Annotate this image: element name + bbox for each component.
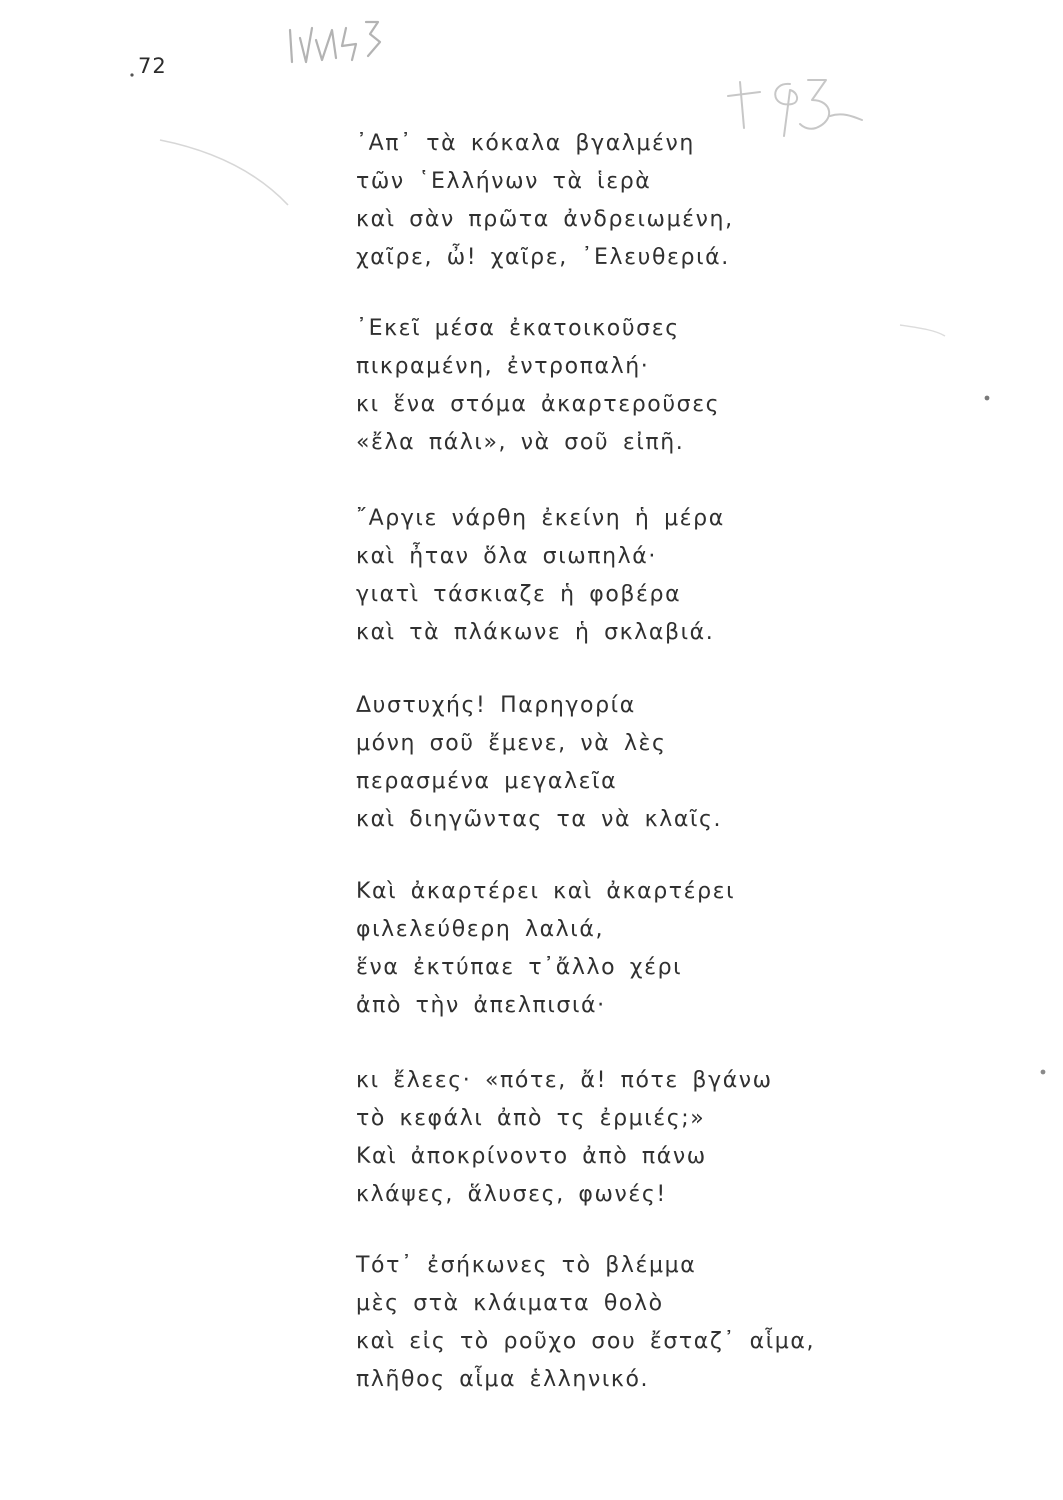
pencil-stroke-left	[160, 140, 288, 205]
stanza-4	[356, 687, 722, 839]
poem-line: τὸ κεφάλι ἀπὸ τς ἐρμιές;»	[356, 1106, 706, 1131]
stanza-3	[356, 500, 725, 652]
poem-line: γιατὶ τάσκιαζε ἡ φοβέρα	[356, 582, 682, 607]
pencil-number-right	[728, 80, 862, 136]
stanza-5	[356, 873, 735, 1025]
poem-line: περασμένα μεγαλεῖα	[356, 769, 618, 794]
ink-dot-right-lower	[1041, 1070, 1046, 1075]
stanza-6	[356, 1062, 773, 1214]
poem-line: «ἔλα πάλι», νὰ σοῦ εἰπῆ.	[356, 430, 685, 455]
poem-line: Καὶ ἀποκρίνοντο ἀπὸ πάνω	[356, 1144, 707, 1169]
page-number: 72	[138, 54, 167, 78]
poem-line: ἀπὸ τὴν ἀπελπισιά·	[356, 993, 606, 1018]
poem-line: Καὶ ἀκαρτέρει καὶ ἀκαρτέρει	[356, 879, 736, 904]
poem-line: ᾿Απ᾿ τὰ κόκαλα βγαλμένη	[356, 131, 695, 156]
poem-line: φιλελεύθερη λαλιά,	[356, 917, 605, 942]
poem-line: πλῆθος αἷμα ἑλληνικό.	[356, 1367, 650, 1392]
poem-line: κλάψες, ἅλυσες, φωνές!	[356, 1182, 667, 1207]
poem-line: κι ἔλεες· «πότε, ἄ! πότε βγάνω	[356, 1068, 773, 1093]
poem-line: χαῖρε, ὦ! χαῖρε, ᾿Ελευθεριά.	[356, 245, 730, 270]
stanza-2	[356, 310, 720, 462]
poem-line: ἕνα ἐκτύπαε τ᾿ἄλλο χέρι	[356, 955, 683, 980]
pencil-stroke-right	[900, 325, 945, 336]
poem-line: μόνη σοῦ ἔμενε, νὰ λὲς	[356, 731, 667, 756]
poem-line: Τότ᾿ ἐσήκωνες τὸ βλέμμα	[356, 1253, 697, 1278]
poem-line: ᾿Εκεῖ μέσα ἐκατοικοῦσες	[356, 316, 680, 341]
poem-line: πικραμένη, ἐντροπαλή·	[356, 354, 650, 379]
ink-dot-right	[985, 396, 990, 401]
stanza-1	[356, 125, 734, 277]
ink-dot-page-number	[130, 73, 133, 76]
poem-line: τῶν ῾Ελλήνων τὰ ἱερὰ	[356, 169, 652, 194]
poem-line: μὲς στὰ κλάιματα θολὸ	[356, 1291, 664, 1316]
poem-line: καὶ εἰς τὸ ροῦχο σου ἔσταζ᾿ αἷμα,	[356, 1329, 816, 1354]
poem-line: καὶ ἦταν ὅλα σιωπηλά·	[356, 544, 657, 569]
poem-line: κι ἕνα στόμα ἀκαρτεροῦσες	[356, 392, 721, 417]
poem-line: καὶ διηγῶντας τα νὰ κλαῖς.	[356, 807, 723, 832]
stanza-7	[356, 1247, 815, 1399]
pencil-number-top	[290, 22, 380, 62]
poem-line: ῎Αργιε νάρθη ἐκείνη ἡ μέρα	[356, 506, 725, 531]
poem-line: Δυστυχής! Παρηγορία	[356, 693, 636, 718]
poem-line: καὶ σὰν πρῶτα ἀνδρειωμένη,	[356, 207, 734, 232]
poem-line: καὶ τὰ πλάκωνε ἡ σκλαβιά.	[356, 620, 715, 645]
